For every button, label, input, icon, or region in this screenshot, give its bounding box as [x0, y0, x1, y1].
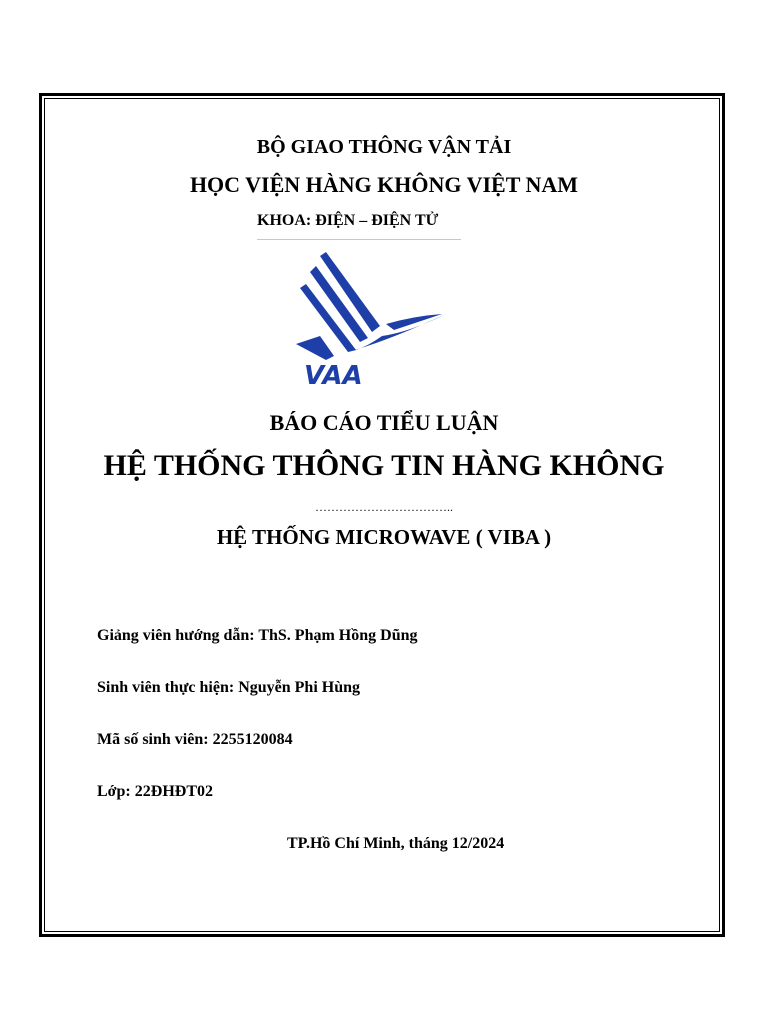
vaa-logo — [290, 252, 450, 388]
instructor-line: Giảng viên hướng dẫn: ThS. Phạm Hồng Dũng — [97, 627, 418, 644]
academy-heading: HỌC VIỆN HÀNG KHÔNG VIỆT NAM — [189, 172, 579, 197]
logo-wing-icon — [296, 252, 446, 360]
class-line: Lớp: 22ĐHĐT02 — [97, 783, 213, 800]
faculty-underline — [257, 239, 461, 240]
student-line: Sinh viên thực hiện: Nguyễn Phi Hùng — [97, 679, 360, 696]
place-date: TP.Hồ Chí Minh, tháng 12/2024 — [287, 835, 505, 852]
faculty-heading: KHOA: ĐIỆN – ĐIỆN TỬ — [257, 212, 439, 229]
dotted-separator: …………………………….. — [315, 500, 453, 514]
student-id-line: Mã số sinh viên: 2255120084 — [97, 731, 293, 748]
logo-text: VAA — [304, 361, 363, 388]
report-label: BÁO CÁO TIỂU LUẬN — [269, 410, 499, 435]
subtitle: HỆ THỐNG MICROWAVE ( VIBA ) — [216, 525, 552, 549]
main-title: HỆ THỐNG THÔNG TIN HÀNG KHÔNG — [103, 449, 665, 482]
ministry-heading: BỘ GIAO THÔNG VẬN TẢI — [256, 136, 512, 158]
